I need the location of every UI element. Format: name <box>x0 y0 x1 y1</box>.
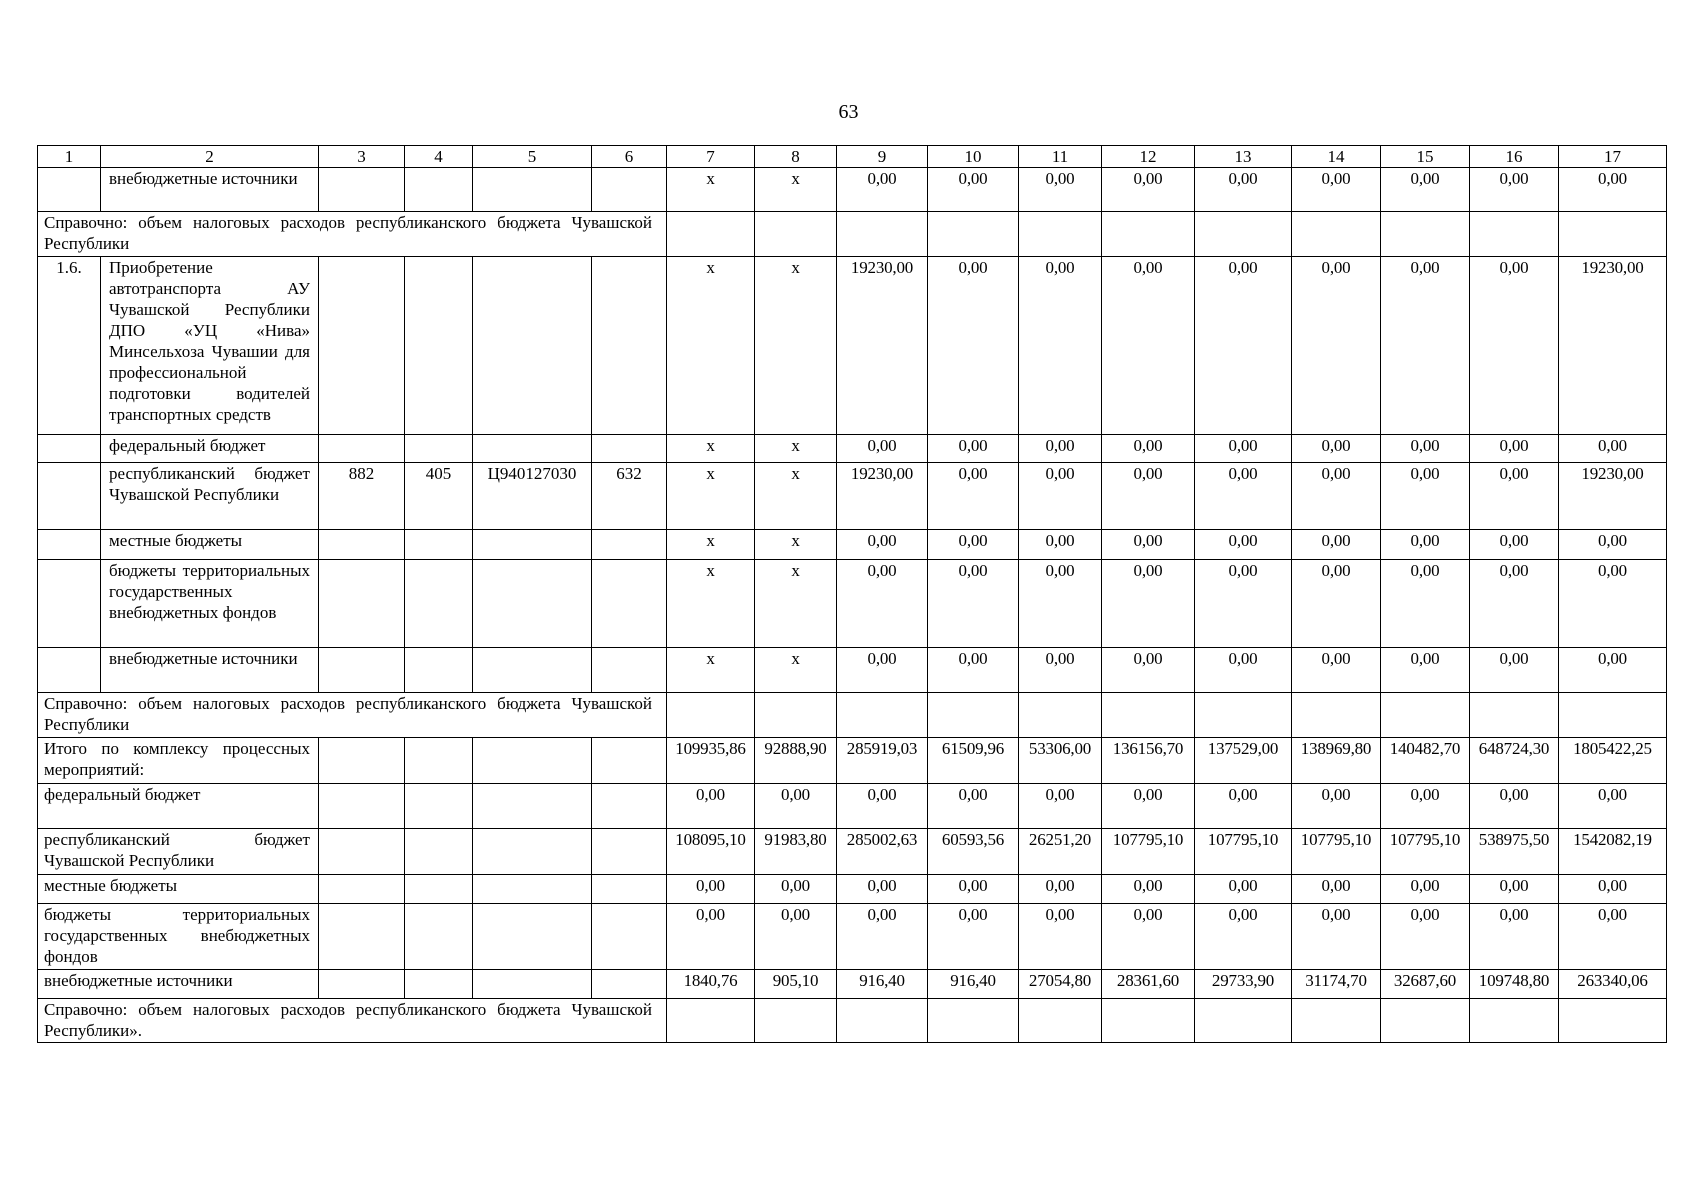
value-cell: x <box>667 435 755 463</box>
value-cell: 107795,10 <box>1381 829 1470 875</box>
value-cell <box>1470 212 1559 257</box>
value-cell: 61509,96 <box>928 738 1019 784</box>
value-cell: 0,00 <box>667 875 755 904</box>
value-cell: 1542082,19 <box>1559 829 1667 875</box>
section-cell <box>405 530 473 560</box>
value-cell: 0,00 <box>1559 530 1667 560</box>
header-cell: 16 <box>1470 146 1559 168</box>
value-cell <box>755 693 837 738</box>
value-cell: 0,00 <box>1470 784 1559 829</box>
value-cell: 0,00 <box>928 435 1019 463</box>
empty-cell <box>405 738 473 784</box>
value-cell: 109935,86 <box>667 738 755 784</box>
value-cell <box>1292 999 1381 1043</box>
value-cell: 0,00 <box>1102 435 1195 463</box>
expense-type-cell <box>592 530 667 560</box>
value-cell <box>1019 212 1102 257</box>
table-row <box>38 648 1667 693</box>
value-cell: 0,00 <box>1195 168 1292 212</box>
total-row <box>38 738 1667 784</box>
row-number-cell <box>38 530 101 560</box>
value-cell: 0,00 <box>667 904 755 970</box>
empty-cell <box>473 904 592 970</box>
value-cell: 285002,63 <box>837 829 928 875</box>
expense-type-cell <box>592 168 667 212</box>
grbs-cell <box>319 435 405 463</box>
value-cell <box>1559 212 1667 257</box>
value-cell: 0,00 <box>1470 904 1559 970</box>
value-cell: x <box>755 257 837 435</box>
reference-row <box>38 693 1667 738</box>
value-cell: 0,00 <box>1292 560 1381 648</box>
value-cell: 0,00 <box>1195 875 1292 904</box>
empty-cell <box>592 784 667 829</box>
value-cell: 0,00 <box>1102 784 1195 829</box>
total-row <box>38 904 1667 970</box>
value-cell: 0,00 <box>1559 648 1667 693</box>
value-cell: 31174,70 <box>1292 970 1381 999</box>
target-article-cell <box>473 560 592 648</box>
value-cell: 0,00 <box>1381 168 1470 212</box>
value-cell <box>1559 999 1667 1043</box>
value-cell <box>755 999 837 1043</box>
header-cell: 5 <box>473 146 592 168</box>
value-cell: 0,00 <box>1102 648 1195 693</box>
value-cell: 0,00 <box>1381 257 1470 435</box>
value-cell: x <box>667 648 755 693</box>
empty-cell <box>319 970 405 999</box>
grbs-cell <box>319 560 405 648</box>
value-cell: x <box>667 560 755 648</box>
value-cell: 0,00 <box>1292 875 1381 904</box>
value-cell <box>928 999 1019 1043</box>
value-cell: 109748,80 <box>1470 970 1559 999</box>
value-cell: 0,00 <box>1102 875 1195 904</box>
empty-cell <box>592 904 667 970</box>
value-cell <box>1470 999 1559 1043</box>
value-cell: 0,00 <box>837 648 928 693</box>
value-cell: 0,00 <box>1195 435 1292 463</box>
row-label-cell: внебюджетные источники <box>101 648 319 693</box>
value-cell: 0,00 <box>1559 435 1667 463</box>
value-cell: 0,00 <box>755 875 837 904</box>
grbs-cell <box>319 530 405 560</box>
value-cell: 0,00 <box>1195 904 1292 970</box>
value-cell: 0,00 <box>928 904 1019 970</box>
value-cell: 0,00 <box>837 784 928 829</box>
value-cell: x <box>755 648 837 693</box>
value-cell: 0,00 <box>928 784 1019 829</box>
header-cell: 6 <box>592 146 667 168</box>
header-cell: 8 <box>755 146 837 168</box>
empty-cell <box>319 875 405 904</box>
header-cell: 15 <box>1381 146 1470 168</box>
value-cell: 0,00 <box>1470 463 1559 530</box>
header-cell: 10 <box>928 146 1019 168</box>
row-number-cell <box>38 435 101 463</box>
value-cell: 0,00 <box>1381 784 1470 829</box>
value-cell: 0,00 <box>1559 560 1667 648</box>
empty-cell <box>592 970 667 999</box>
total-label-cell: бюджеты территориальных государственных внебюджетных фондов <box>38 904 319 970</box>
value-cell: 0,00 <box>1102 904 1195 970</box>
value-cell: 263340,06 <box>1559 970 1667 999</box>
row-label-cell: федеральный бюджет <box>101 435 319 463</box>
value-cell: x <box>667 168 755 212</box>
total-row <box>38 970 1667 999</box>
expense-type-cell <box>592 648 667 693</box>
reference-label-cell: Справочно: объем налоговых расходов республиканского бюджета Чувашской Республики <box>38 693 667 738</box>
empty-cell <box>473 784 592 829</box>
value-cell: 0,00 <box>1559 168 1667 212</box>
value-cell: 29733,90 <box>1195 970 1292 999</box>
value-cell: 0,00 <box>1019 648 1102 693</box>
empty-cell <box>473 829 592 875</box>
value-cell: 136156,70 <box>1102 738 1195 784</box>
value-cell: 1805422,25 <box>1559 738 1667 784</box>
table-row <box>38 530 1667 560</box>
value-cell: 0,00 <box>1195 560 1292 648</box>
row-number-cell <box>38 463 101 530</box>
row-label-cell: местные бюджеты <box>101 530 319 560</box>
total-label-cell: федеральный бюджет <box>38 784 319 829</box>
grbs-cell <box>319 257 405 435</box>
value-cell: 107795,10 <box>1292 829 1381 875</box>
row-number-cell <box>38 168 101 212</box>
value-cell: 19230,00 <box>1559 463 1667 530</box>
value-cell: 60593,56 <box>928 829 1019 875</box>
value-cell: 108095,10 <box>667 829 755 875</box>
header-cell: 4 <box>405 146 473 168</box>
value-cell: 19230,00 <box>1559 257 1667 435</box>
value-cell <box>1195 693 1292 738</box>
total-label-cell: местные бюджеты <box>38 875 319 904</box>
value-cell: 0,00 <box>1470 648 1559 693</box>
value-cell: 0,00 <box>837 904 928 970</box>
value-cell: 0,00 <box>1559 904 1667 970</box>
empty-cell <box>405 875 473 904</box>
value-cell: x <box>667 257 755 435</box>
table-row <box>38 435 1667 463</box>
empty-cell <box>319 784 405 829</box>
value-cell: 0,00 <box>1102 463 1195 530</box>
value-cell: x <box>667 530 755 560</box>
header-cell: 2 <box>101 146 319 168</box>
value-cell <box>667 693 755 738</box>
header-cell: 7 <box>667 146 755 168</box>
value-cell: 27054,80 <box>1019 970 1102 999</box>
value-cell: 0,00 <box>1102 257 1195 435</box>
value-cell: 0,00 <box>755 904 837 970</box>
table-row <box>38 257 1667 435</box>
empty-cell <box>319 829 405 875</box>
table-row <box>38 168 1667 212</box>
value-cell <box>1195 212 1292 257</box>
value-cell: 0,00 <box>928 257 1019 435</box>
header-cell: 13 <box>1195 146 1292 168</box>
value-cell: x <box>755 560 837 648</box>
total-label-cell: внебюджетные источники <box>38 970 319 999</box>
value-cell: x <box>755 168 837 212</box>
value-cell: 0,00 <box>1292 530 1381 560</box>
header-row <box>38 146 1667 168</box>
value-cell: 648724,30 <box>1470 738 1559 784</box>
value-cell: 0,00 <box>1292 257 1381 435</box>
value-cell <box>1292 693 1381 738</box>
empty-cell <box>405 904 473 970</box>
value-cell: 0,00 <box>837 435 928 463</box>
value-cell: 0,00 <box>1292 463 1381 530</box>
value-cell: 0,00 <box>667 784 755 829</box>
value-cell: 0,00 <box>837 530 928 560</box>
table-row <box>38 560 1667 648</box>
value-cell: 0,00 <box>1195 648 1292 693</box>
row-number-cell <box>38 560 101 648</box>
target-article-cell <box>473 435 592 463</box>
value-cell: 0,00 <box>1381 648 1470 693</box>
empty-cell <box>592 875 667 904</box>
value-cell: 0,00 <box>1019 875 1102 904</box>
header-cell: 17 <box>1559 146 1667 168</box>
value-cell: x <box>755 435 837 463</box>
value-cell: 0,00 <box>1381 904 1470 970</box>
value-cell: 0,00 <box>1019 435 1102 463</box>
value-cell: 0,00 <box>1381 560 1470 648</box>
value-cell <box>1470 693 1559 738</box>
grbs-cell <box>319 648 405 693</box>
expense-type-cell: 632 <box>592 463 667 530</box>
value-cell: 0,00 <box>1470 875 1559 904</box>
value-cell <box>1102 212 1195 257</box>
value-cell: x <box>755 530 837 560</box>
target-article-cell <box>473 530 592 560</box>
empty-cell <box>405 829 473 875</box>
value-cell: 0,00 <box>837 875 928 904</box>
header-cell: 9 <box>837 146 928 168</box>
value-cell: 91983,80 <box>755 829 837 875</box>
value-cell: 107795,10 <box>1102 829 1195 875</box>
header-cell: 11 <box>1019 146 1102 168</box>
empty-cell <box>473 875 592 904</box>
value-cell <box>755 212 837 257</box>
value-cell: 0,00 <box>1470 168 1559 212</box>
empty-cell <box>405 784 473 829</box>
value-cell: 19230,00 <box>837 257 928 435</box>
total-row <box>38 829 1667 875</box>
value-cell: 53306,00 <box>1019 738 1102 784</box>
row-number-cell: 1.6. <box>38 257 101 435</box>
value-cell: 0,00 <box>1292 168 1381 212</box>
value-cell <box>1102 999 1195 1043</box>
value-cell: 107795,10 <box>1195 829 1292 875</box>
expense-type-cell <box>592 560 667 648</box>
value-cell: 0,00 <box>1470 257 1559 435</box>
value-cell: 0,00 <box>1019 257 1102 435</box>
value-cell: 0,00 <box>1559 784 1667 829</box>
value-cell: 0,00 <box>837 168 928 212</box>
total-row <box>38 875 1667 904</box>
empty-cell <box>592 829 667 875</box>
total-row <box>38 784 1667 829</box>
expense-type-cell <box>592 435 667 463</box>
value-cell: 137529,00 <box>1195 738 1292 784</box>
value-cell: 26251,20 <box>1019 829 1102 875</box>
value-cell: 0,00 <box>1381 530 1470 560</box>
section-cell <box>405 560 473 648</box>
value-cell: 0,00 <box>1292 784 1381 829</box>
reference-label-cell: Справочно: объем налоговых расходов республиканского бюджета Чувашской Республики». <box>38 999 667 1043</box>
value-cell: 0,00 <box>1292 904 1381 970</box>
value-cell: 28361,60 <box>1102 970 1195 999</box>
value-cell: 0,00 <box>1019 904 1102 970</box>
value-cell: 32687,60 <box>1381 970 1470 999</box>
value-cell: 138969,80 <box>1292 738 1381 784</box>
empty-cell <box>592 738 667 784</box>
value-cell: 0,00 <box>1381 463 1470 530</box>
value-cell: 538975,50 <box>1470 829 1559 875</box>
reference-label-cell: Справочно: объем налоговых расходов республиканского бюджета Чувашской Республики <box>38 212 667 257</box>
value-cell: 0,00 <box>1195 257 1292 435</box>
value-cell: 0,00 <box>1019 784 1102 829</box>
header-cell: 14 <box>1292 146 1381 168</box>
grbs-cell <box>319 168 405 212</box>
reference-row <box>38 212 1667 257</box>
total-label-cell: Итого по комплексу процессных мероприятий: <box>38 738 319 784</box>
value-cell: 0,00 <box>1381 435 1470 463</box>
section-cell <box>405 257 473 435</box>
value-cell: 92888,90 <box>755 738 837 784</box>
value-cell: 0,00 <box>1470 560 1559 648</box>
value-cell: 0,00 <box>1470 435 1559 463</box>
empty-cell <box>319 904 405 970</box>
value-cell <box>1559 693 1667 738</box>
value-cell: 0,00 <box>1292 435 1381 463</box>
section-cell <box>405 168 473 212</box>
value-cell: 0,00 <box>928 648 1019 693</box>
value-cell <box>1102 693 1195 738</box>
value-cell: 0,00 <box>1102 168 1195 212</box>
value-cell <box>1381 693 1470 738</box>
target-article-cell <box>473 168 592 212</box>
total-label-cell: республиканский бюджет Чувашской Республики <box>38 829 319 875</box>
row-number-cell <box>38 648 101 693</box>
value-cell: 140482,70 <box>1381 738 1470 784</box>
value-cell <box>1381 999 1470 1043</box>
section-cell <box>405 648 473 693</box>
value-cell: 916,40 <box>928 970 1019 999</box>
budget-table <box>37 145 1667 1043</box>
target-article-cell: Ц940127030 <box>473 463 592 530</box>
header-cell: 12 <box>1102 146 1195 168</box>
value-cell: 0,00 <box>1195 530 1292 560</box>
value-cell: 285919,03 <box>837 738 928 784</box>
expense-type-cell <box>592 257 667 435</box>
value-cell <box>837 212 928 257</box>
value-cell: 0,00 <box>1102 560 1195 648</box>
row-label-cell: республиканский бюджет Чувашской Республики <box>101 463 319 530</box>
value-cell: 0,00 <box>1470 530 1559 560</box>
value-cell <box>1195 999 1292 1043</box>
reference-row <box>38 999 1667 1043</box>
empty-cell <box>473 970 592 999</box>
target-article-cell <box>473 648 592 693</box>
value-cell <box>667 212 755 257</box>
value-cell <box>837 999 928 1043</box>
value-cell <box>1292 212 1381 257</box>
value-cell: 0,00 <box>1381 875 1470 904</box>
empty-cell <box>473 738 592 784</box>
empty-cell <box>319 738 405 784</box>
empty-cell <box>405 970 473 999</box>
value-cell: 0,00 <box>1019 168 1102 212</box>
row-label-cell: Приобретение автотранспорта АУ Чувашской Республики ДПО «УЦ «Нива» Минсельхоза Чувашии для профессиональной подготовки водителей транспортных средств <box>101 257 319 435</box>
page-number: 63 <box>838 101 859 123</box>
value-cell: 0,00 <box>1292 648 1381 693</box>
value-cell: x <box>667 463 755 530</box>
value-cell: 0,00 <box>928 530 1019 560</box>
row-label-cell: бюджеты территориальных государственных внебюджетных фондов <box>101 560 319 648</box>
value-cell: 0,00 <box>928 875 1019 904</box>
value-cell <box>667 999 755 1043</box>
value-cell: 0,00 <box>1195 784 1292 829</box>
value-cell: 0,00 <box>1019 530 1102 560</box>
value-cell: 0,00 <box>1019 560 1102 648</box>
value-cell <box>1381 212 1470 257</box>
table-row <box>38 463 1667 530</box>
value-cell: 1840,76 <box>667 970 755 999</box>
value-cell: 905,10 <box>755 970 837 999</box>
row-label-cell: внебюджетные источники <box>101 168 319 212</box>
header-cell: 1 <box>38 146 101 168</box>
value-cell <box>928 693 1019 738</box>
value-cell <box>1019 693 1102 738</box>
value-cell: 0,00 <box>1195 463 1292 530</box>
value-cell: 916,40 <box>837 970 928 999</box>
value-cell: 0,00 <box>928 463 1019 530</box>
value-cell: 0,00 <box>1559 875 1667 904</box>
value-cell: 0,00 <box>1019 463 1102 530</box>
header-cell: 3 <box>319 146 405 168</box>
section-cell <box>405 435 473 463</box>
value-cell: 0,00 <box>928 560 1019 648</box>
value-cell: 0,00 <box>755 784 837 829</box>
value-cell <box>1019 999 1102 1043</box>
value-cell: 0,00 <box>837 560 928 648</box>
value-cell: 19230,00 <box>837 463 928 530</box>
target-article-cell <box>473 257 592 435</box>
value-cell: x <box>755 463 837 530</box>
value-cell: 0,00 <box>928 168 1019 212</box>
grbs-cell: 882 <box>319 463 405 530</box>
value-cell <box>928 212 1019 257</box>
section-cell: 405 <box>405 463 473 530</box>
value-cell <box>837 693 928 738</box>
value-cell: 0,00 <box>1102 530 1195 560</box>
